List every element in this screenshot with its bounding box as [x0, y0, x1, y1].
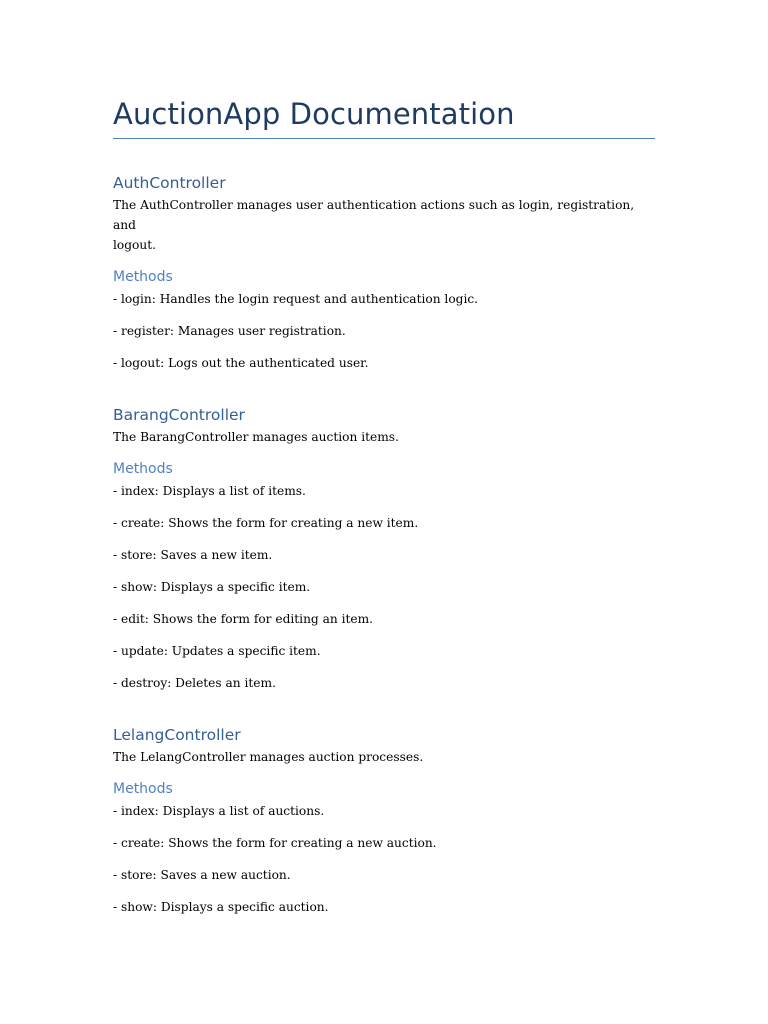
- method-item: - update: Updates a specific item.: [113, 644, 321, 658]
- section-barang-controller: [113, 404, 655, 693]
- methods-heading: Methods: [113, 269, 173, 285]
- section-lelang-controller: [113, 724, 655, 917]
- document-title: AuctionApp Documentation: [113, 94, 655, 139]
- section-auth-controller: [113, 172, 655, 373]
- method-item: - show: Displays a specific item.: [113, 580, 311, 594]
- method-item: - create: Shows the form for creating a new item.: [113, 516, 419, 530]
- method-item: - register: Manages user registration.: [113, 324, 346, 338]
- method-item: - store: Saves a new auction.: [113, 868, 291, 882]
- method-item: - destroy: Deletes an item.: [113, 676, 276, 690]
- methods-heading: Methods: [113, 781, 173, 797]
- method-item: - index: Displays a list of items.: [113, 484, 306, 498]
- method-item: - store: Saves a new item.: [113, 548, 273, 562]
- section-description: The LelangController manages auction processes.: [113, 750, 424, 764]
- section-heading: LelangController: [113, 726, 241, 744]
- method-item: - show: Displays a specific auction.: [113, 900, 329, 914]
- section-description-continued: logout.: [113, 238, 156, 252]
- section-description: The BarangController manages auction items.: [113, 430, 399, 444]
- section-description: The AuthController manages user authentication actions such as login, registration, and: [113, 198, 635, 232]
- section-heading: BarangController: [113, 406, 245, 424]
- method-item: - create: Shows the form for creating a new auction.: [113, 836, 437, 850]
- section-heading: AuthController: [113, 174, 226, 192]
- methods-heading: Methods: [113, 461, 173, 477]
- method-item: - edit: Shows the form for editing an item.: [113, 612, 374, 626]
- method-item: - logout: Logs out the authenticated user.: [113, 356, 369, 370]
- document-page: [113, 94, 655, 917]
- method-item: - index: Displays a list of auctions.: [113, 804, 325, 818]
- method-item: - login: Handles the login request and authentication logic.: [113, 292, 479, 306]
